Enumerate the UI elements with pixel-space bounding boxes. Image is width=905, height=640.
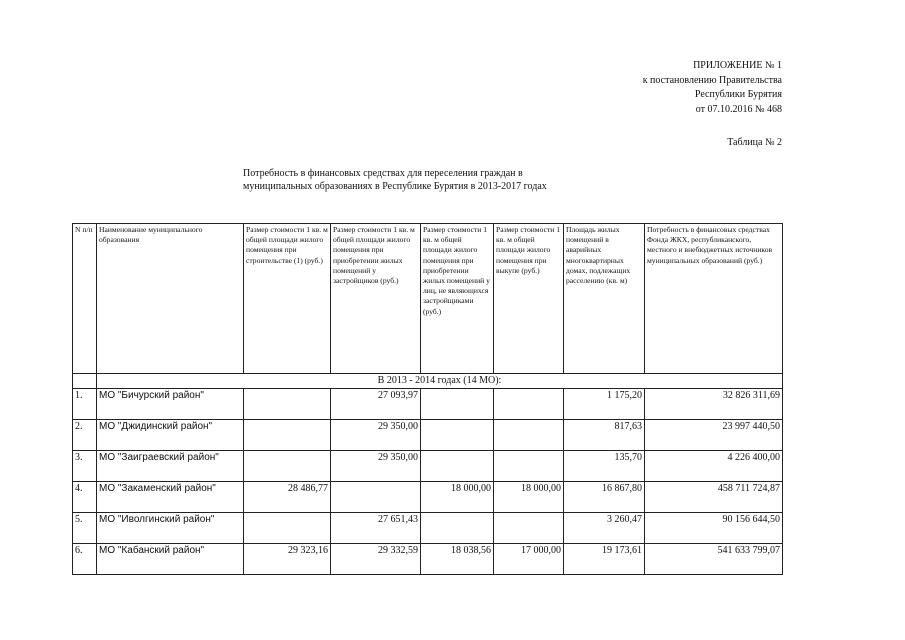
row-cost-non-developers: 18 038,56 xyxy=(421,544,494,575)
row-cost-non-developers xyxy=(421,420,494,451)
row-cost-developers: 27 093,97 xyxy=(331,389,421,420)
row-index: 5. xyxy=(73,513,97,544)
row-area: 1 175,20 xyxy=(564,389,645,420)
section-label: В 2013 - 2014 годах (14 МО): xyxy=(97,374,783,389)
header-cost-buyout: Размер стоимости 1 кв. м общей площади жилого помещения при выкупе (руб.) xyxy=(494,224,564,374)
row-cost-construction: 29 323,16 xyxy=(244,544,331,575)
row-cost-buyout xyxy=(494,451,564,482)
row-cost-construction xyxy=(244,451,331,482)
row-cost-developers: 29 350,00 xyxy=(331,420,421,451)
row-area: 19 173,61 xyxy=(564,544,645,575)
table-row xyxy=(73,482,783,513)
table-header-row xyxy=(73,224,783,374)
row-municipality: МО "Закаменский район" xyxy=(97,482,244,513)
row-cost-buyout xyxy=(494,420,564,451)
table-row xyxy=(73,420,783,451)
table-row xyxy=(73,389,783,420)
row-cost-non-developers xyxy=(421,451,494,482)
header-cost-developers: Размер стоимости 1 кв. м общей площади жилого помещения при приобретении жилых помещений у застройщиков (руб.) xyxy=(331,224,421,374)
row-municipality: МО "Джидинский район" xyxy=(97,420,244,451)
header-financial-need: Потребность в финансовых средствах Фонда ЖКХ, республиканского, местного и внебюджетных источников муниципальных образований (руб.) xyxy=(645,224,783,374)
row-municipality: МО "Кабанский район" xyxy=(97,544,244,575)
table-row xyxy=(73,451,783,482)
row-financial-need: 4 226 400,00 xyxy=(645,451,783,482)
row-index: 2. xyxy=(73,420,97,451)
row-financial-need: 458 711 724,87 xyxy=(645,482,783,513)
financial-needs-table xyxy=(72,223,783,575)
document-title-line-1: Потребность в финансовых средствах для переселения граждан в xyxy=(243,168,523,179)
section-index-cell xyxy=(73,374,97,389)
row-financial-need: 541 633 799,07 xyxy=(645,544,783,575)
row-cost-developers: 29 350,00 xyxy=(331,451,421,482)
row-index: 6. xyxy=(73,544,97,575)
table-row xyxy=(73,513,783,544)
table-number-label: Таблица № 2 xyxy=(727,137,782,148)
row-cost-non-developers: 18 000,00 xyxy=(421,482,494,513)
row-cost-developers: 29 332,59 xyxy=(331,544,421,575)
row-cost-buyout xyxy=(494,513,564,544)
row-municipality: МО "Иволгинский район" xyxy=(97,513,244,544)
row-financial-need: 90 156 644,50 xyxy=(645,513,783,544)
row-cost-construction xyxy=(244,389,331,420)
header-cost-non-developers: Размер стоимости 1 кв. м общей площади жилого помещения при приобретении жилых помещений у лиц, не являющихся застройщиками (руб.) xyxy=(421,224,494,374)
row-index: 1. xyxy=(73,389,97,420)
appendix-title: ПРИЛОЖЕНИЕ № 1 xyxy=(693,60,782,71)
header-municipality: Наименование муниципального образования xyxy=(97,224,244,374)
row-cost-buyout: 17 000,00 xyxy=(494,544,564,575)
row-area: 817,63 xyxy=(564,420,645,451)
row-cost-non-developers xyxy=(421,389,494,420)
header-cost-construction: Размер стоимости 1 кв. м общей площади жилого помещения при строительстве (1) (руб.) xyxy=(244,224,331,374)
row-index: 3. xyxy=(73,451,97,482)
row-municipality: МО "Заиграевский район" xyxy=(97,451,244,482)
row-cost-buyout xyxy=(494,389,564,420)
row-cost-non-developers xyxy=(421,513,494,544)
appendix-block xyxy=(643,59,782,117)
row-area: 135,70 xyxy=(564,451,645,482)
row-financial-need: 32 826 311,69 xyxy=(645,389,783,420)
header-index: N п/п xyxy=(73,224,97,374)
appendix-line-resolution: к постановлению Правительства xyxy=(642,74,782,86)
document-title-line-2: муниципальных образованиях в Республике Бурятия в 2013-2017 годах xyxy=(243,181,547,192)
row-cost-developers xyxy=(331,482,421,513)
table-row xyxy=(73,544,783,575)
row-area: 16 867,80 xyxy=(564,482,645,513)
row-index: 4. xyxy=(73,482,97,513)
table-section-row xyxy=(73,374,783,389)
row-financial-need: 23 997 440,50 xyxy=(645,420,783,451)
row-cost-construction: 28 486,77 xyxy=(244,482,331,513)
row-area: 3 260,47 xyxy=(564,513,645,544)
document-title xyxy=(243,167,547,193)
row-municipality: МО "Бичурский район" xyxy=(97,389,244,420)
header-area: Площадь жилых помещений в аварийных многоквартирных домах, подлежащих расселению (кв. м) xyxy=(564,224,645,374)
appendix-line-date: от 07.10.2016 № 468 xyxy=(695,103,782,115)
row-cost-developers: 27 651,43 xyxy=(331,513,421,544)
row-cost-construction xyxy=(244,513,331,544)
row-cost-construction xyxy=(244,420,331,451)
row-cost-buyout: 18 000,00 xyxy=(494,482,564,513)
appendix-line-republic: Республики Бурятия xyxy=(694,89,782,101)
